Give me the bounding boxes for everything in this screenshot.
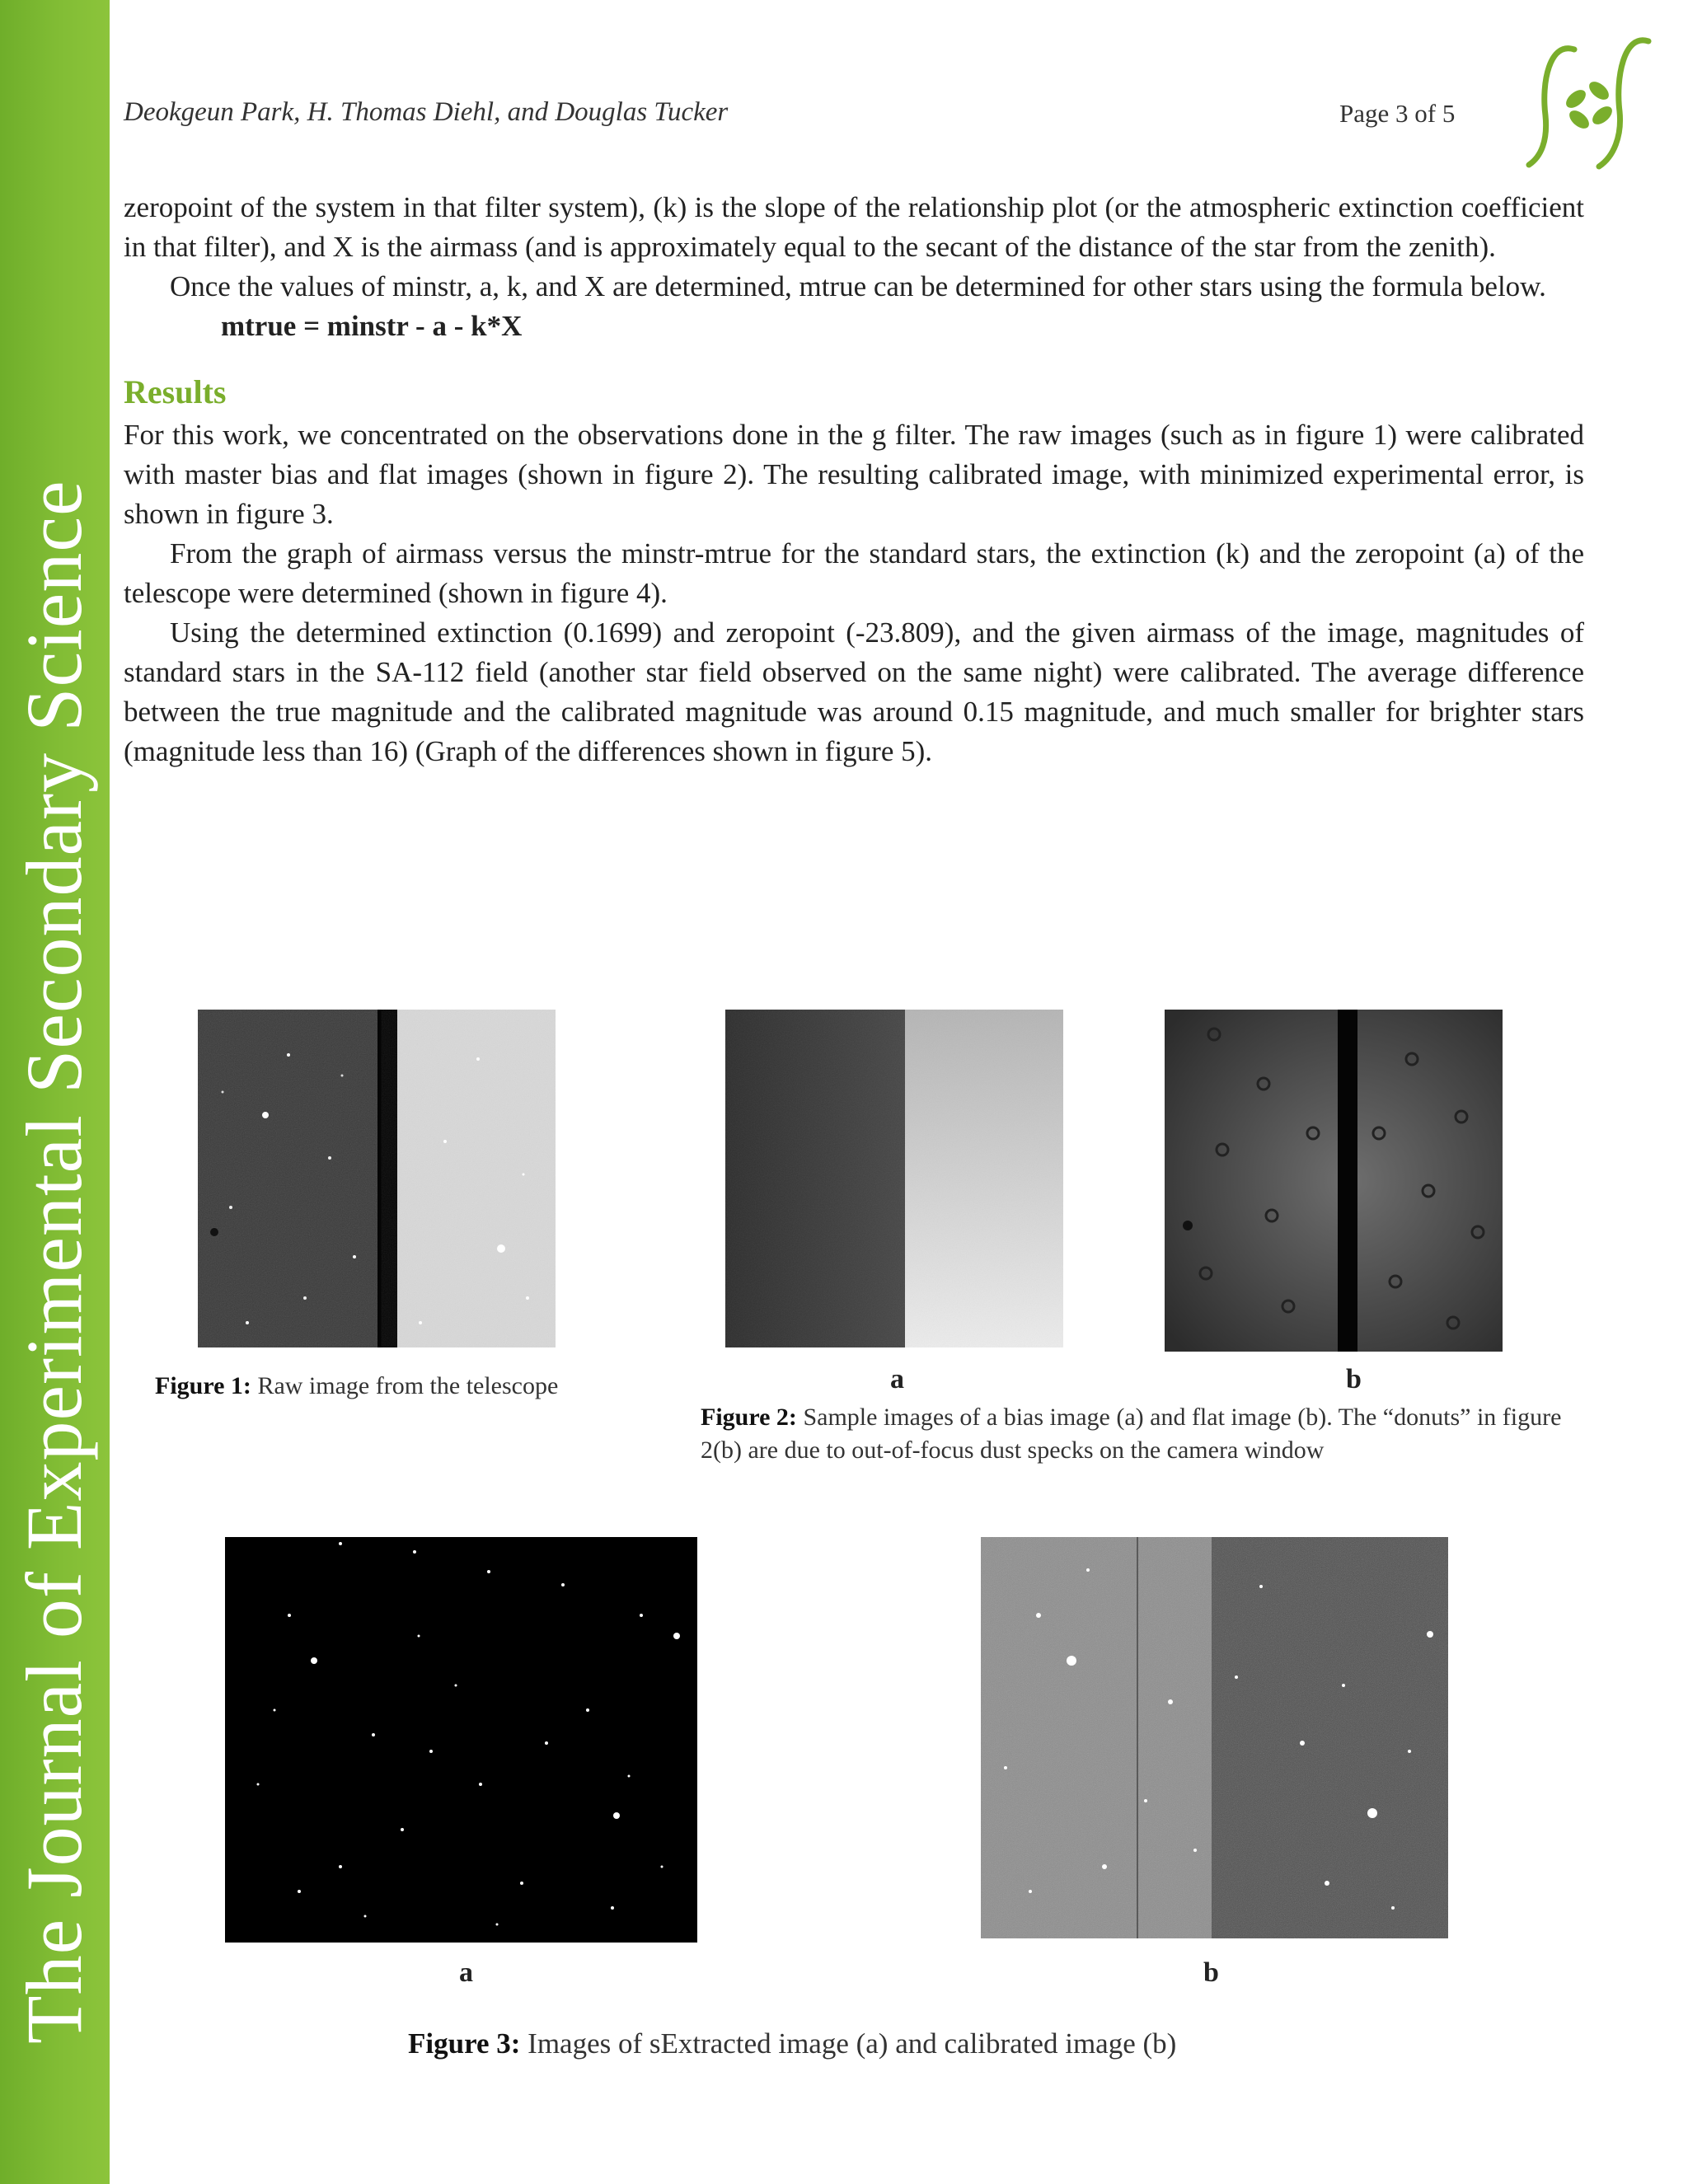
figure2-sublabel-b: b bbox=[1346, 1364, 1362, 1394]
paragraph: From the graph of airmass versus the minstr-mtrue for the standard stars, the extinction (k) and the zeropoint (a) of the telescope were determined (shown in figure 4). bbox=[124, 537, 1584, 609]
section-heading-results: Results bbox=[124, 373, 227, 410]
figure3b-calibrated-image bbox=[981, 1537, 1448, 1938]
figure1-caption bbox=[155, 1370, 617, 1403]
figure3-sublabel-a: a bbox=[459, 1957, 473, 1988]
figure3-label: Figure 3: bbox=[408, 2027, 521, 2060]
figure3-sublabel-b: b bbox=[1203, 1957, 1219, 1988]
figure1-raw-image bbox=[198, 1010, 556, 1347]
figure2-sublabel-a: a bbox=[890, 1364, 904, 1394]
figure2-label: Figure 2: bbox=[701, 1404, 797, 1431]
figure2-text: Sample images of a bias image (a) and flat image (b). The “donuts” in figure 2(b) are due to out-of-focus dust specks on the camera window bbox=[701, 1404, 1562, 1464]
article-body bbox=[124, 188, 1584, 771]
page-number: Page 3 of 5 bbox=[1339, 99, 1456, 128]
paragraph: Using the determined extinction (0.1699) and zeropoint (-23.809), and the given airmass of the image, magnitudes of standard stars in the SA-112 field (another star field observed on the same night) were calibrated. The average difference between the true magnitude and the calibrated magnitude was around 0.15 magnitude, and much smaller for brighter stars (magnitude less than 16) (Graph of the differences shown in figure 5). bbox=[124, 616, 1584, 767]
figure2a-bias-image bbox=[725, 1010, 1063, 1347]
figure3a-sextracted-image bbox=[225, 1537, 697, 1943]
paragraph: For this work, we concentrated on the observations done in the g filter. The raw images (such as in figure 1) were calibrated with master bias and flat images (shown in figure 2). The resulting calibrated image, with minimized experimental error, is shown in figure 3. bbox=[124, 419, 1584, 530]
header-authors: Deokgeun Park, H. Thomas Diehl, and Douglas Tucker bbox=[124, 97, 729, 127]
figure2b-flat-image bbox=[1165, 1010, 1503, 1352]
figure1-label: Figure 1: bbox=[155, 1372, 251, 1399]
figure2-caption bbox=[701, 1401, 1574, 1467]
formula: mtrue = minstr - a - k*X bbox=[221, 310, 523, 342]
figure1-text: Raw image from the telescope bbox=[257, 1372, 559, 1399]
figure3-text: Images of sExtracted image (a) and calibrated image (b) bbox=[528, 2027, 1177, 2060]
paragraph: Once the values of minstr, a, k, and X are determined, mtrue can be determined for other stars using the formula below. bbox=[170, 270, 1546, 302]
paragraph: zeropoint of the system in that filter system), (k) is the slope of the relationship plot (or the atmospheric extinction coefficient in that filter), and X is the airmass (and is approximately equal to the secant of the distance of the star from the zenith). bbox=[124, 191, 1584, 263]
journal-sidebar bbox=[0, 0, 110, 2184]
figure3-caption bbox=[408, 2027, 1397, 2060]
journal-logo-icon bbox=[1517, 33, 1665, 173]
journal-title: The Journal of Experimental Secondary Science bbox=[10, 480, 98, 2044]
